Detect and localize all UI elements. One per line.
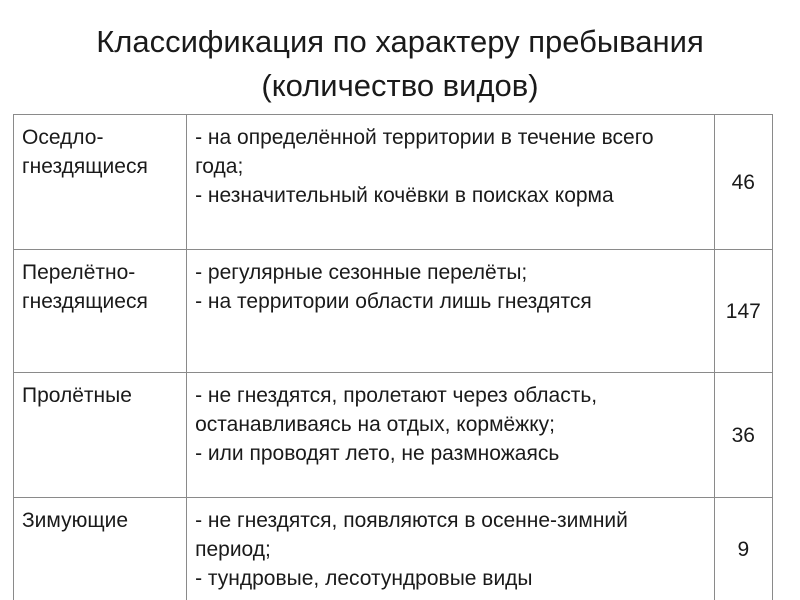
category-cell: Зимующие <box>14 498 187 600</box>
table-row <box>14 373 773 498</box>
slide-title-line-2: (количество видов) <box>261 68 539 103</box>
description-cell <box>187 115 715 250</box>
species-count-cell: 147 <box>714 250 772 373</box>
category-cell: Пролётные <box>14 373 187 498</box>
description-line: - на территории области лишь гнездятся <box>195 290 592 313</box>
slide-title-line-1: Классификация по характеру пребывания <box>96 24 704 59</box>
description-line: - не гнездятся, появляются в осенне-зимний период; <box>195 509 628 561</box>
description-line: - тундровые, лесотундровые виды <box>195 567 533 590</box>
description-cell <box>187 250 715 373</box>
description-cell <box>187 498 715 600</box>
table-row <box>14 115 773 250</box>
description-line: - на определённой территории в течение всего года; <box>195 126 654 178</box>
species-count-cell: 36 <box>714 373 772 498</box>
category-cell: Перелётно-гнездящиеся <box>14 250 187 373</box>
slide-title <box>0 20 800 108</box>
description-line: - или проводят лето, не размножаясь <box>195 442 560 465</box>
classification-table <box>13 114 773 600</box>
description-line: - не гнездятся, пролетают через область, останавливаясь на отдых, кормёжку; <box>195 384 598 436</box>
category-cell: Оседло-гнездящиеся <box>14 115 187 250</box>
description-cell <box>187 373 715 498</box>
table-row <box>14 250 773 373</box>
description-line: - регулярные сезонные перелёты; <box>195 261 528 284</box>
species-count-cell: 9 <box>714 498 772 600</box>
classification-table-container <box>13 114 773 600</box>
species-count-cell: 46 <box>714 115 772 250</box>
description-line: - незначительный кочёвки в поисках корма <box>195 184 614 207</box>
table-row <box>14 498 773 600</box>
